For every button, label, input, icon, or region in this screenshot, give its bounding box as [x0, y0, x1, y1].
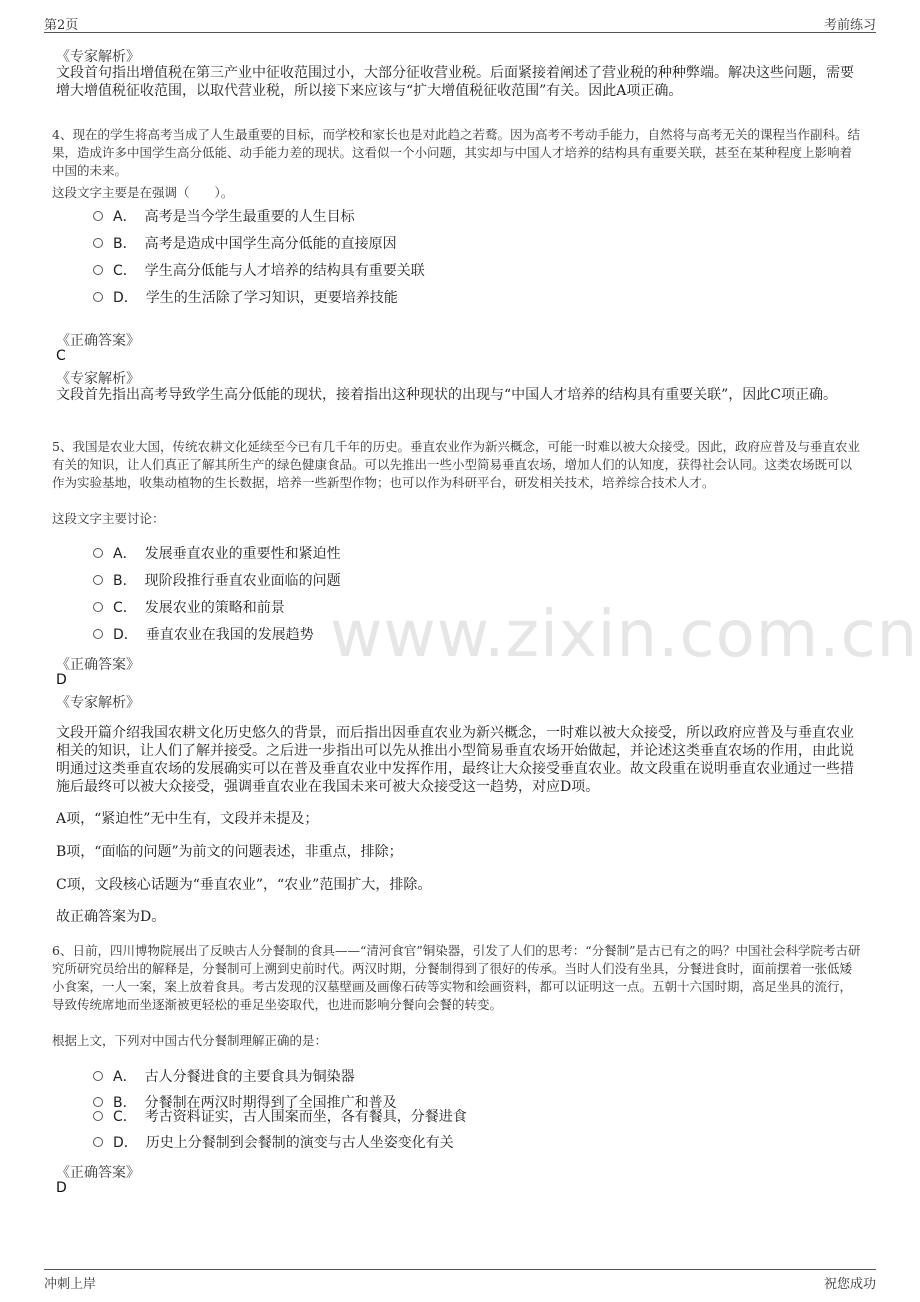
radio-icon[interactable] — [93, 575, 103, 585]
q5-option-b[interactable]: B． 现阶段推行垂直农业面临的问题 — [93, 570, 341, 590]
q3-analysis: 文段首句指出增值税在第三产业中征收范围过小，大部分征收营业税。后面紧接着阐述了营业税的种种弊端。解决这些问题，需要增大增值税征收范围，以取代营业税，所以接下来应该与“扩大增值税征收范围”有关。因此A项正确。 — [56, 65, 854, 99]
q4-analysis-label: 《专家解析》 — [56, 371, 140, 387]
q4-option-d[interactable]: D． 学生的生活除了学习知识，更要培养技能 — [93, 287, 398, 307]
radio-icon[interactable] — [93, 548, 103, 558]
q4-stem: 4、现在的学生将高考当成了人生最重要的目标，而学校和家长也是对此趋之若鹜。因为高考不考动手能力，自然将与高考无关的课程当作副科。结果，造成许多中国学生高分低能、动手能力差的现状。这看似一个小问题，其实却与中国人才培养的结构具有重要关联，甚至在某种程度上影响着中国的未来。 — [52, 127, 860, 178]
radio-icon[interactable] — [93, 1137, 103, 1147]
radio-icon[interactable] — [93, 211, 103, 221]
q6-answer-label: 《正确答案》 — [56, 1165, 140, 1181]
radio-icon[interactable] — [93, 629, 103, 639]
q4-analysis: 文段首先指出高考导致学生高分低能的现状，接着指出这种现状的出现与“中国人才培养的结构具有重要关联”，因此C项正确。 — [56, 387, 838, 403]
watermark: www.zixin.com.cn — [330, 598, 919, 672]
header-title: 考前练习 — [823, 18, 876, 33]
radio-icon[interactable] — [93, 1071, 103, 1081]
q5-note-a: A项，“紧迫性”无中生有，文段并未提及； — [56, 811, 319, 827]
radio-icon[interactable] — [93, 238, 103, 248]
footer-left: 冲刺上岸 — [44, 1277, 97, 1292]
q5-note-c: C项，文段核心话题为“垂直农业”，“农业”范围扩大，排除。 — [56, 877, 432, 893]
q5-analysis-label: 《专家解析》 — [56, 695, 140, 711]
q5-prompt: 这段文字主要讨论： — [52, 511, 165, 526]
q6-option-c[interactable]: C． 考古资料证实，古人围案而坐，各有餐具，分餐进食 — [93, 1106, 467, 1126]
footer-right: 祝您成功 — [823, 1277, 876, 1292]
q5-option-c[interactable]: C． 发展农业的策略和前景 — [93, 597, 285, 617]
q5-conclusion: 故正确答案为D。 — [56, 909, 166, 925]
q4-answer-label: 《正确答案》 — [56, 333, 140, 349]
q4-option-b[interactable]: B． 高考是造成中国学生高分低能的直接原因 — [93, 233, 397, 253]
page-header — [44, 14, 876, 33]
q4-prompt: 这段文字主要是在强调（ ）。 — [52, 185, 234, 200]
page-number: 第2页 — [44, 18, 79, 33]
radio-icon[interactable] — [93, 265, 103, 275]
q5-note-b: B项，“面临的问题”为前文的问题表述，非重点，排除； — [56, 844, 403, 860]
q5-answer: D — [56, 672, 67, 688]
q6-answer: D — [56, 1180, 67, 1196]
q5-answer-label: 《正确答案》 — [56, 657, 140, 673]
q5-option-d[interactable]: D． 垂直农业在我国的发展趋势 — [93, 624, 314, 644]
q6-option-a[interactable]: A． 古人分餐进食的主要食具为铜染器 — [93, 1066, 355, 1086]
q6-option-b[interactable]: B． 分餐制在两汉时期得到了全国推广和普及 — [93, 1092, 397, 1112]
radio-icon[interactable] — [93, 602, 103, 612]
q4-option-a[interactable]: A． 高考是当今学生最重要的人生目标 — [93, 206, 355, 226]
q5-analysis: 文段开篇介绍我国农耕文化历史悠久的背景，而后指出因垂直农业为新兴概念，一时难以被大众接受，所以政府应普及与垂直农业相关的知识，让人们了解并接受。之后进一步指出可以先从推出小型简易垂直农场开始做起，并论述这类垂直农场的作用，由此说明通过这类垂直农场的发展确实可以在普及垂直农业中发挥作用，最终让大众接受垂直农业。故文段重在说明垂直农业通过一些措施后最终可以被大众接受，强调垂直农业在我国未来可被大众接受这一趋势，对应D项。 — [56, 725, 854, 795]
page-footer — [44, 1269, 876, 1293]
radio-icon[interactable] — [93, 292, 103, 302]
q4-answer: C — [56, 348, 66, 364]
radio-icon[interactable] — [93, 1111, 103, 1121]
q6-option-d[interactable]: D． 历史上分餐制到会餐制的演变与古人坐姿变化有关 — [93, 1132, 454, 1152]
q4-option-c[interactable]: C． 学生高分低能与人才培养的结构具有重要关联 — [93, 260, 425, 280]
q5-option-a[interactable]: A． 发展垂直农业的重要性和紧迫性 — [93, 543, 341, 563]
q6-prompt: 根据上文，下列对中国古代分餐制理解正确的是： — [52, 1033, 328, 1048]
q3-analysis-label: 《专家解析》 — [56, 49, 140, 65]
q6-stem: 6、日前，四川博物院展出了反映古人分餐制的食具——“清河食官”铜染器，引发了人们的思考：“分餐制”是古已有之的吗？中国社会科学院考古研究所研究员给出的解释是，分餐制可上溯到史前时代。两汉时期，分餐制得到了很好的传承。当时人们没有坐具，分餐进食时，面前摆着一张低矮小食案，一人一案，案上放着食具。考古发现的汉墓壁画及画像石砖等实物和绘画资料，都可以证明这一点。五朝十六国时期，高足坐具的流行，导致传统席地而坐逐渐被更轻松的垂足坐姿取代，也进而影响分餐向会餐的转变。 — [52, 943, 861, 1012]
q5-stem: 5、我国是农业大国，传统农耕文化延续至今已有几千年的历史。垂直农业作为新兴概念，可能一时难以被大众接受。因此，政府应普及与垂直农业有关的知识，让人们真正了解其所生产的绿色健康食品。可以先推出一些小型简易垂直农场，增加人们的认知度，获得社会认同。这类农场既可以作为实验基地，收集动植物的生长数据，培养一些新型作物；也可以作为科研平台，研发相关技术，培养综合技术人才。 — [52, 439, 860, 490]
